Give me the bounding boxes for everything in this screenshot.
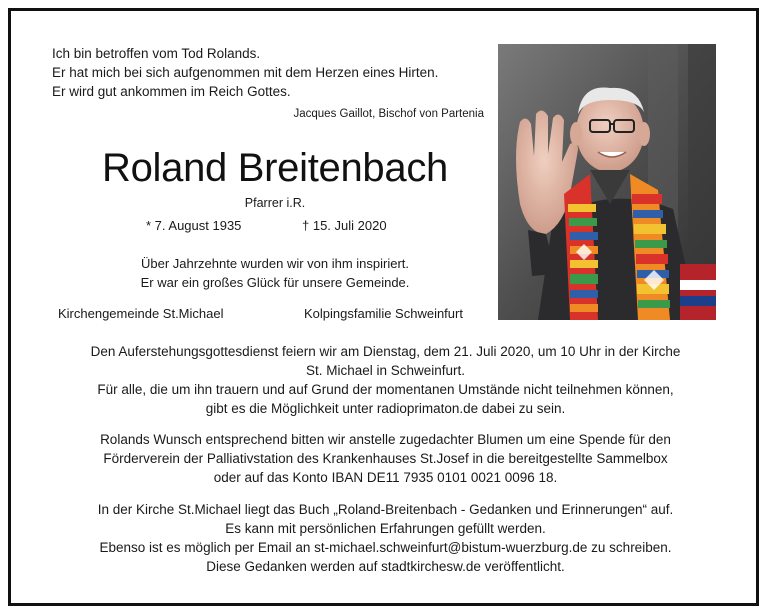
paragraph-line: Förderverein der Palliativstation des Krankenhauses St.Josef in die bereitgestellte Sammelbox — [103, 451, 668, 466]
donation-paragraph — [30, 430, 741, 487]
deceased-title: Pfarrer i.R. — [244, 196, 306, 210]
portrait-photo — [498, 44, 716, 320]
paragraph-line: oder auf das Konto IBAN DE11 7935 0101 0021 0096 18. — [213, 470, 558, 485]
service-paragraph — [30, 342, 741, 418]
deceased-name: Roland Breitenbach — [102, 146, 448, 190]
paragraph-line: Rolands Wunsch entsprechend bitten wir anstelle zugedachter Blumen um eine Spende für den — [100, 432, 671, 447]
paragraph-line: Es kann mit persönlichen Erfahrungen gefüllt werden. — [225, 521, 546, 536]
tribute-line: Über Jahrzehnte wurden wir von ihm inspiriert. — [140, 256, 410, 271]
quote-line: Ich bin betroffen vom Tod Rolands. — [52, 46, 261, 61]
birth-date: * 7. August 1935 — [146, 218, 242, 233]
paragraph-line: Den Auferstehungsgottesdienst feiern wir am Dienstag, dem 21. Juli 2020, um 10 Uhr in der Kirche — [90, 344, 681, 359]
sender-kolping: Kolpingsfamilie Schweinfurt — [304, 306, 463, 321]
tribute-line: Er war ein großes Glück für unsere Gemeinde. — [140, 275, 410, 290]
quote-author: Jacques Gaillot, Bischof von Partenia — [293, 108, 484, 120]
sender-parish: Kirchengemeinde St.Michael — [58, 306, 224, 321]
tribute-text — [52, 254, 498, 292]
quote-line: Er hat mich bei sich aufgenommen mit dem Herzen eines Hirten. — [52, 65, 439, 80]
paragraph-line: Ebenso ist es möglich per Email an st-michael.schweinfurt@bistum-wuerzburg.de zu schreiben. — [99, 540, 672, 555]
condolence-book-paragraph — [30, 500, 741, 576]
paragraph-line: St. Michael in Schweinfurt. — [305, 363, 466, 378]
paragraph-line: In der Kirche St.Michael liegt das Buch „Roland-Breitenbach - Gedanken und Erinnerungen“ auf. — [97, 502, 674, 517]
paragraph-line: gibt es die Möglichkeit unter radioprimaton.de dabei zu sein. — [205, 401, 566, 416]
paragraph-line: Für alle, die um ihn trauern und auf Grund der momentanen Umstände nicht teilnehmen können, — [97, 382, 674, 397]
death-date: † 15. Juli 2020 — [302, 218, 387, 233]
quote-line: Er wird gut ankommen im Reich Gottes. — [52, 84, 291, 99]
paragraph-line: Diese Gedanken werden auf stadtkirchesw.de veröffentlicht. — [206, 559, 565, 574]
quote-block — [52, 44, 482, 101]
